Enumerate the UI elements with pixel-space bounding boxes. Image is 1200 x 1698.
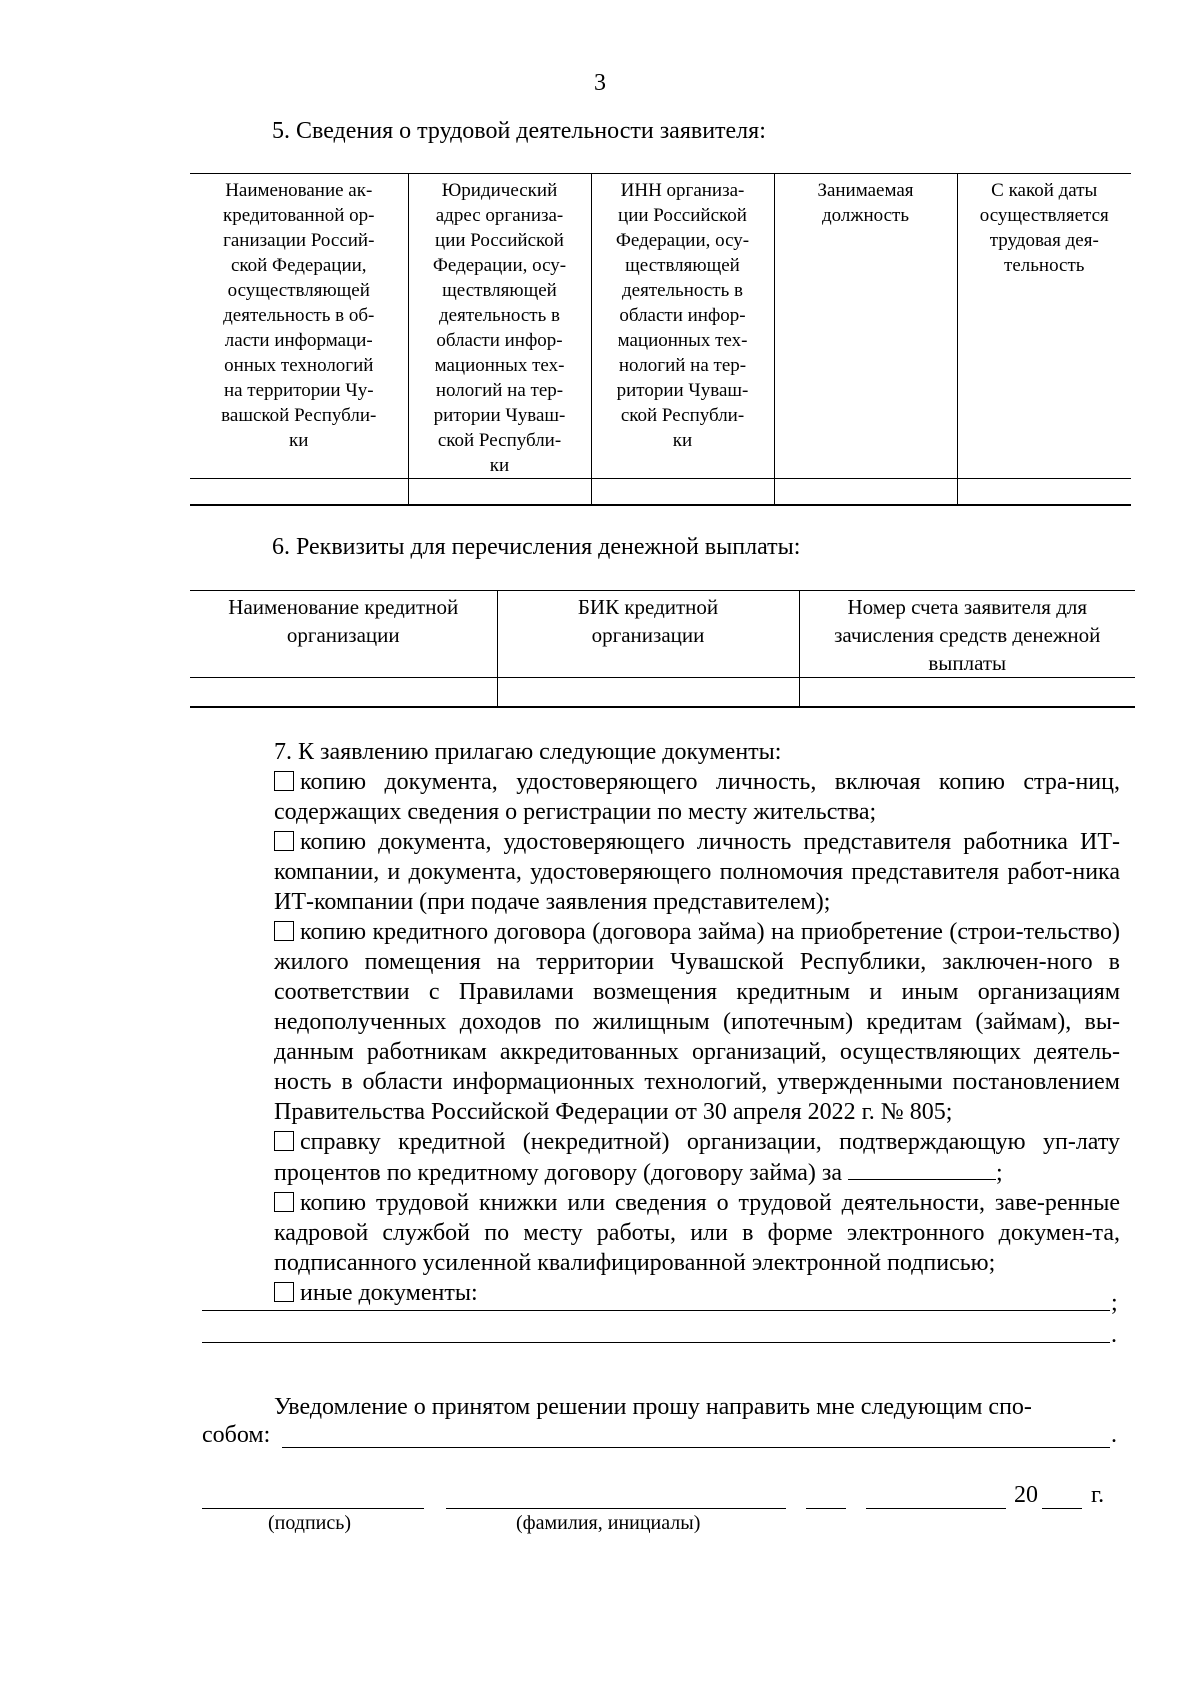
notification-end: . xyxy=(1111,1422,1117,1448)
payment-col-bank-name: Наименование кредитной организации xyxy=(190,591,497,678)
other-documents-line-2[interactable] xyxy=(202,1342,1110,1343)
employment-cell-position[interactable] xyxy=(774,479,957,506)
section6-heading: 6. Реквизиты для перечисления денежной выплаты: xyxy=(272,534,801,560)
employment-col-legal-address: Юридический адрес организа- ции Российской Федерации, осу- ществляющей деятельность в области инфор- мационных тех- нологий на тер- ритории Чуваш- ской Республи- ки xyxy=(408,174,591,479)
year-prefix: 20 xyxy=(1014,1482,1038,1508)
employment-cell-legal-address[interactable] xyxy=(408,479,591,506)
payment-col-bik: БИК кредитной организации xyxy=(497,591,799,678)
attachment-item-work-record: копию трудовой книжки или сведения о трудовой деятельности, заве-ренные кадровой службой по месту работы, или в форме электронного докумен-та, подписанного усиленной квалифицированной электронной подписью; xyxy=(274,1190,1120,1276)
employment-col-inn: ИНН организа- ции Российской Федерации, осу- ществляющей деятельность в области инфор- мационных тех- нологий на тер- ритории Чуваш- ской Республи- ки xyxy=(591,174,774,479)
payment-cell-bank-name[interactable] xyxy=(190,678,497,708)
attachment-item-representative: копию документа, удостоверяющего личность представителя работника ИТ-компании, и документа, удостоверяющего полномочия представителя работ-ника ИТ-компании (при подаче заявления представителем); xyxy=(274,829,1120,915)
other-documents-line-1[interactable] xyxy=(202,1310,1110,1311)
section5-heading: 5. Сведения о трудовой деятельности заявителя: xyxy=(272,118,766,144)
employment-cell-inn[interactable] xyxy=(591,479,774,506)
notification-continuation: собом: xyxy=(202,1422,271,1448)
month-line[interactable] xyxy=(866,1508,1006,1509)
interest-certificate-checkbox[interactable] xyxy=(274,1131,294,1151)
attachment-item-other: иные документы: xyxy=(202,1278,1120,1308)
employment-cell-start-date[interactable] xyxy=(957,479,1131,506)
notification-paragraph xyxy=(202,1392,1120,1422)
page-number: 3 xyxy=(594,70,606,96)
payment-cell-bik[interactable] xyxy=(497,678,799,708)
representative-checkbox[interactable] xyxy=(274,831,294,851)
payment-col-account-number: Номер счета заявителя для зачисления средств денежной выплаты xyxy=(799,591,1135,678)
employment-cell-organization[interactable] xyxy=(190,479,408,506)
name-caption: (фамилия, инициалы) xyxy=(516,1512,701,1534)
payment-details-table xyxy=(190,590,1135,708)
attachment-item-credit-agreement: копию кредитного договора (договора займа) на приобретение (строи-тельство) жилого помещения на территории Чувашской Республики, заключен-ного в соответствии с Правилами возмещения кредитным и иным организациям недополученных доходов по жилищным (ипотечным) кредитам (займам), вы-данным работникам аккредитованных организаций, осуществляющих деятель-ность в области информационных технологий, утвержденными постановлением Правительства Российской Федерации от 30 апреля 2022 г. № 805; xyxy=(274,919,1120,1125)
employment-col-organization: Наименование ак- кредитованной ор- ганизации Россий- ской Федерации, осуществляющей деятельность в об- ласти информаци- онных технологий на территории Чу- вашской Республи- ки xyxy=(190,174,408,479)
signature-caption: (подпись) xyxy=(268,1512,352,1534)
identity-checkbox[interactable] xyxy=(274,771,294,791)
employment-col-start-date: С какой даты осуществляется трудовая дея- тельность xyxy=(957,174,1131,479)
section7-heading: 7. К заявлению прилагаю следующие документы: xyxy=(274,739,782,765)
employment-col-position: Занимаемая должность xyxy=(774,174,957,479)
attachment-item-identity: копию документа, удостоверяющего личность, включая копию стра-ниц, содержащих сведения о регистрации по месту жительства; xyxy=(274,769,1120,825)
year-suffix: г. xyxy=(1091,1482,1105,1508)
payment-cell-account-number[interactable] xyxy=(799,678,1135,708)
credit-agreement-checkbox[interactable] xyxy=(274,921,294,941)
work-record-checkbox[interactable] xyxy=(274,1192,294,1212)
notification-text: Уведомление о принятом решении прошу направить мне следующим спо- xyxy=(274,1394,1032,1420)
attachments-section xyxy=(202,737,1120,1308)
day-line[interactable] xyxy=(806,1508,846,1509)
signature-line[interactable] xyxy=(202,1508,424,1509)
employment-table xyxy=(190,173,1131,506)
name-line[interactable] xyxy=(446,1508,786,1509)
other-documents-checkbox[interactable] xyxy=(274,1282,294,1302)
other-line1-end: ; xyxy=(1111,1290,1118,1316)
year-line[interactable] xyxy=(1042,1508,1082,1509)
attachment-item-interest-certificate: справку кредитной (некредитной) организации, подтверждающую уп-лату процентов по кредитному договору (договору займа) за ; xyxy=(274,1129,1120,1186)
other-line2-end: . xyxy=(1111,1322,1117,1348)
interest-period-field[interactable] xyxy=(848,1157,996,1180)
notification-method-field[interactable] xyxy=(282,1447,1110,1448)
